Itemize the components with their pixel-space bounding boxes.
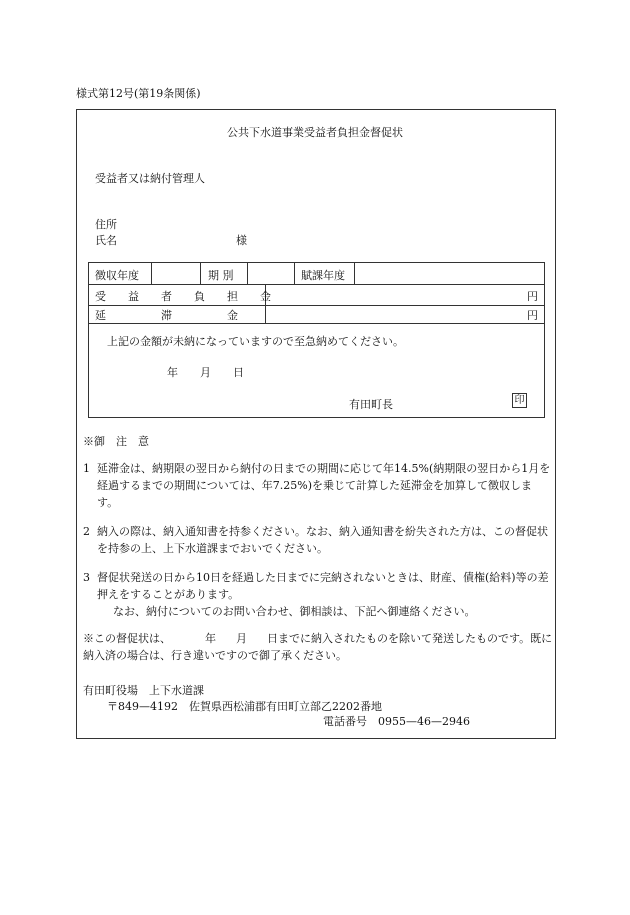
note-text: ※この督促状は、	[83, 632, 171, 645]
late-fee-label: 延 滞 金	[95, 309, 238, 322]
note-month: 月	[236, 632, 247, 645]
table-line	[89, 305, 544, 306]
mayor-label: 有田町長	[349, 398, 393, 411]
table-line	[294, 263, 295, 284]
table-line	[247, 263, 248, 284]
table-line	[200, 263, 201, 284]
address-label: 住所	[95, 218, 117, 231]
note-text: 延滞金は、納期限の翌日から納付の日までの期間に応じて年14.5%(納期限の翌日から1月を経過するまでの期間については、年7.25%)を乗じて計算した延滞金を加算して徴収します。	[97, 462, 551, 509]
yen-label: 円	[527, 309, 538, 322]
note-2	[83, 523, 553, 557]
yen-label: 円	[527, 290, 538, 303]
seal-mark: 印	[512, 393, 527, 408]
period-label: 期 別	[208, 269, 234, 282]
postal-address: 〒849—4192 佐賀県西松浦郡有田町立部乙2202番地	[107, 700, 382, 713]
note-1	[83, 460, 553, 511]
note-text: なお、納付についてのお問い合わせ、御相談は、下記へ御連絡ください。	[113, 605, 476, 618]
collection-year-label: 徴収年度	[95, 269, 139, 282]
note-text: 督促状発送の日から10日を経過した日までに完納されないときは、財産、債権(給料)等の差押えをすることがあります。	[97, 571, 549, 601]
note-4	[83, 630, 553, 664]
note-3	[83, 569, 553, 620]
assessment-year-label: 賦課年度	[301, 269, 345, 282]
table-line	[89, 323, 544, 324]
form-number: 様式第12号(第19条関係)	[76, 87, 201, 100]
table-line	[89, 284, 544, 285]
charge-table	[88, 262, 545, 418]
unpaid-message: 上記の金額が未納になっていますので至急納めてください。	[107, 335, 404, 348]
document-title: 公共下水道事業受益者負担金督促状	[227, 126, 403, 139]
table-line	[151, 263, 152, 284]
beneficiary-charge-label: 受 益 者 負 担 金	[95, 290, 271, 303]
office-name: 有田町役場 上下水道課	[83, 684, 204, 697]
note-text: 日までに納入されたものを除いて発送したものです。既に納入済の場合は、行き違いですので御了承ください。	[83, 632, 553, 662]
note-number: 2	[83, 525, 90, 538]
notice-heading: ※御 注 意	[83, 435, 149, 448]
note-number: 1	[83, 462, 90, 475]
name-label: 氏名	[95, 234, 117, 247]
issue-date: 年 月 日	[167, 366, 244, 379]
phone-number: 電話番号 0955—46—2946	[323, 715, 470, 728]
note-text: 納入の際は、納入通知書を持参ください。なお、納入通知書を紛失された方は、この督促状を持参の上、上下水道課までおいでください。	[97, 525, 548, 555]
recipient-label: 受益者又は納付管理人	[95, 172, 205, 185]
table-line	[354, 263, 355, 284]
note-number: 3	[83, 571, 90, 584]
note-year: 年	[205, 632, 216, 645]
honorific: 様	[236, 234, 247, 247]
